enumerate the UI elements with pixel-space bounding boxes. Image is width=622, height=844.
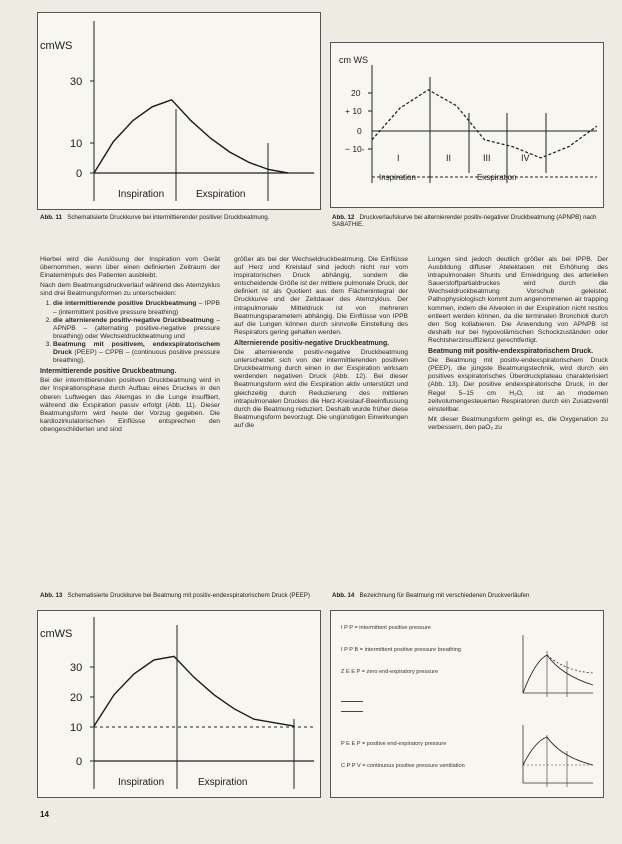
fig12-tick-20: 20 [351,88,361,98]
col1-list-item-1 [53,300,220,316]
fig11-tick-10: 10 [70,138,83,150]
fig14-separator-1 [341,701,363,702]
col1-heading: Intermittierende positive Druckbeatmung. [40,368,177,376]
figure-11-caption [40,214,320,221]
col2-paragraph-2: Die alternierende positiv-negative Druckbeatmung unterscheidet sich von der intermittierenden positiven Druckbeatmung durch einen in der Exspiration wirksam werdenden negativen Druck (Abb. 12). Bei dieser Beatmungsform wird die Exspiration aktiv unterstützt und gleichzeitig durch Reduzierung des mittleren intrapulmonalen Druckes die Herz-Kreislauf-Beeinflussung durch die Beatmung reduziert. Deshalb wurde früher diese Beatmungsform bevorzugt. Die ungünstigen Einwirkungen auf die [234,349,408,429]
col3-heading: Beatmung mit positiv-endexspiratorischem Druck. [428,348,594,356]
fig11-phase-insp: Inspiration [118,189,165,200]
fig13-caption-num: Abb. 13 [40,592,63,599]
fig12-phase-2: II [446,153,452,163]
fig12-phase-exp: Exspiration [477,173,517,182]
col1-list-item-3-bold: Beatmung mit positivem, endexspiratorischem Druck [53,340,220,357]
fig13-caption-text: Schematisierte Druckkurve bei Beatmung mit positiv-endexspiratorischem Druck (PEEP) [67,592,310,599]
fig13-tick-30: 30 [70,662,83,674]
figure-13-chart [38,611,320,797]
fig12-caption-num: Abb. 12 [332,214,355,221]
fig14-line-zeep: Z E E P = zero end-expiratory pressure [341,669,439,675]
fig14-mini-chart-1 [517,631,597,701]
col1-list-item-1-bold: die intermittierende positive Druckbeatmung [53,300,197,308]
col1-paragraph-2: Nach dem Beatmungsdruckverlauf während des Atemzyklus sind drei Beatmungsformen zu unterscheiden: [40,282,220,298]
fig11-phase-exp: Exspiration [196,189,246,200]
fig11-pressure-curve [94,100,288,173]
col1-list-item-2-rest: – APNPB – (alternating positive-negative pressure breathing) oder Wechseldruckbeatmung und [53,316,220,340]
col3-paragraph-1: Lungen sind jedoch deutlich größer als bei IPPB. Der Ausbildung diffuser Atelektasen mit Erhöhung des intrapulmonalen Shunts und Erniedrigung des arteriellen Sauerstoffpartialdruckes wird durch die Wechseldruckbeatmung Vorschub geleistet. Pathophysiologisch kommt zum angenommenen air trapping kommen, indem die Alveolen in der Exspiration nicht restlos entleert werden können, da die terminalen Bronchioli durch den Sog kollabieren. Die Anwendung von APNPB ist deshalb nur bei hypovolämischen Schockzuständen oder Rechtsherzinsuffizienz gerechtfertigt. [428,256,608,344]
fig11-tick-0: 0 [76,168,83,180]
fig12-caption-text: Druckverlaufskurve bei alternierender positiv-negativer Druckbeatmung (APNPB) nach SABATHIE. [332,214,597,229]
col1-list-item-3-rest: (PEEP) – CPPB – (continuous positive pressure breathing). [53,349,220,365]
page-number: 14 [40,810,49,819]
figure-13-caption [40,592,320,599]
fig13-tick-10: 10 [70,722,83,734]
col1-list-item-2-bold: die alternierende positiv-negative Druckbeatmung [53,316,214,324]
fig12-tick-neg10: − 10- [345,144,365,154]
fig14-line-peep: P E E P = positive end-expiratory pressure [341,741,447,747]
figure-14 [330,610,604,798]
fig12-tick-0: 0 [357,126,362,136]
figure-14-caption [332,592,604,599]
fig13-tick-20: 20 [70,692,83,704]
figure-12-caption [332,214,606,229]
fig12-phase-insp: Inspiration [379,173,416,182]
fig12-phase-1: I [397,153,400,163]
fig14-line-cppv: C P P V = continuous positive pressure ventilation [341,763,465,769]
col1-list-item-1-rest: – IPPB – (intermittent positive pressure breathing) [53,300,220,316]
text-column-3 [428,256,608,434]
fig12-phase-4: IV [521,153,530,163]
fig11-tick-30: 30 [70,76,83,88]
text-column-2 [234,256,408,432]
fig11-caption-num: Abb. 11 [40,214,63,221]
fig12-pressure-curve [372,90,597,158]
figure-12 [330,42,604,208]
fig13-tick-0: 0 [76,756,83,768]
fig13-phase-insp: Inspiration [118,777,165,788]
fig13-phase-exp: Exspiration [198,777,248,788]
fig14-mini-chart-2 [517,721,597,791]
col2-heading: Alternierende positiv-negative Druckbeatmung. [234,339,390,347]
col1-list [40,300,220,365]
fig14-separator-2 [341,711,363,712]
col2-paragraph-1: größer als bei der Wechseldruckbeatmung. Die Einflüsse auf Herz und Kreislauf sind jedoch nicht nur vom inspiratorischen Druck abhängig, sondern die entscheidende Größe ist der mittlere pulmonale Druck, der definiert ist als Quotient aus dem Flächenintegral der Druckkurve und der Zeitdauer des Atemzyklus. Der intrapulmonale Mitteldruck ist von mehreren Beatmungsparametern abhängig. Die Einflüsse von IPPB auf die Lungen können durch sinnvolle Einstellung des Respirators gering gehalten werden. [234,256,408,336]
fig14-line-ipp: I P P = intermittent positive pressure [341,625,431,631]
fig13-pressure-curve [94,656,294,726]
figure-11 [37,12,321,210]
col1-list-item-3 [53,341,220,365]
figure-11-chart [38,13,320,209]
col1-paragraph-1: Hierbei wird die Auslösung der Inspiration vom Gerät übernommen, wenn über einen definierten Zeitraum der Einatemimpuls des Patienten ausbleibt. [40,256,220,280]
fig14-line-ippb: I P P B = intermittent positive pressure breathing [341,647,461,653]
figure-13 [37,610,321,798]
fig12-tick-10: + 10 [345,106,362,116]
col1-list-item-2 [53,317,220,341]
fig11-unit: cmWS [40,40,73,52]
fig12-phase-3: III [483,153,491,163]
fig14-caption-num: Abb. 14 [332,592,355,599]
col3-paragraph-2: Die Beatmung mit positiv-endexspiratorischem Druck (PEEP), die jüngste Beatmungstechnik, wird durch ein positives exspiratorisches Überdruckplateau charakterisiert (Abb. 13). Der positive endexspiratorische Druck, in der Regel 5–15 cm H₂O, ist an modernen zeitvolumengesteuerten Respiratoren durch ein Zusatzventil einstellbar. [428,357,608,413]
fig11-caption-text: Schematisierte Druckkurve bei intermittierender positiver Druckbeatmung. [67,214,270,221]
figure-12-chart [331,43,603,207]
fig12-unit: cm WS [339,55,368,65]
col3-paragraph-3: Mit dieser Beatmungsform gelingt es, die Oxygenation zu verbessern, den paO₂ zu [428,415,608,431]
text-column-1 [40,256,220,436]
fig14-caption-text: Bezeichnung für Beatmung mit verschiedenen Druckverläufen [359,592,530,599]
fig13-unit: cmWS [40,628,73,640]
col1-paragraph-3: Bei der intermittierenden positiven Druckbeatmung wird in der Inspirationsphase durch Aufbau eines Druckes in den oberen Luftwegen das Atemgas in die Lunge insuffliert, während die Exspiration passiv erfolgt (Abb. 11). Dieser Beatmungsform wird heute der Vorzug gegeben. Die kardiozirkulatorischen Einflüsse entsprechen den obengeschilderten und sind [40,377,220,433]
